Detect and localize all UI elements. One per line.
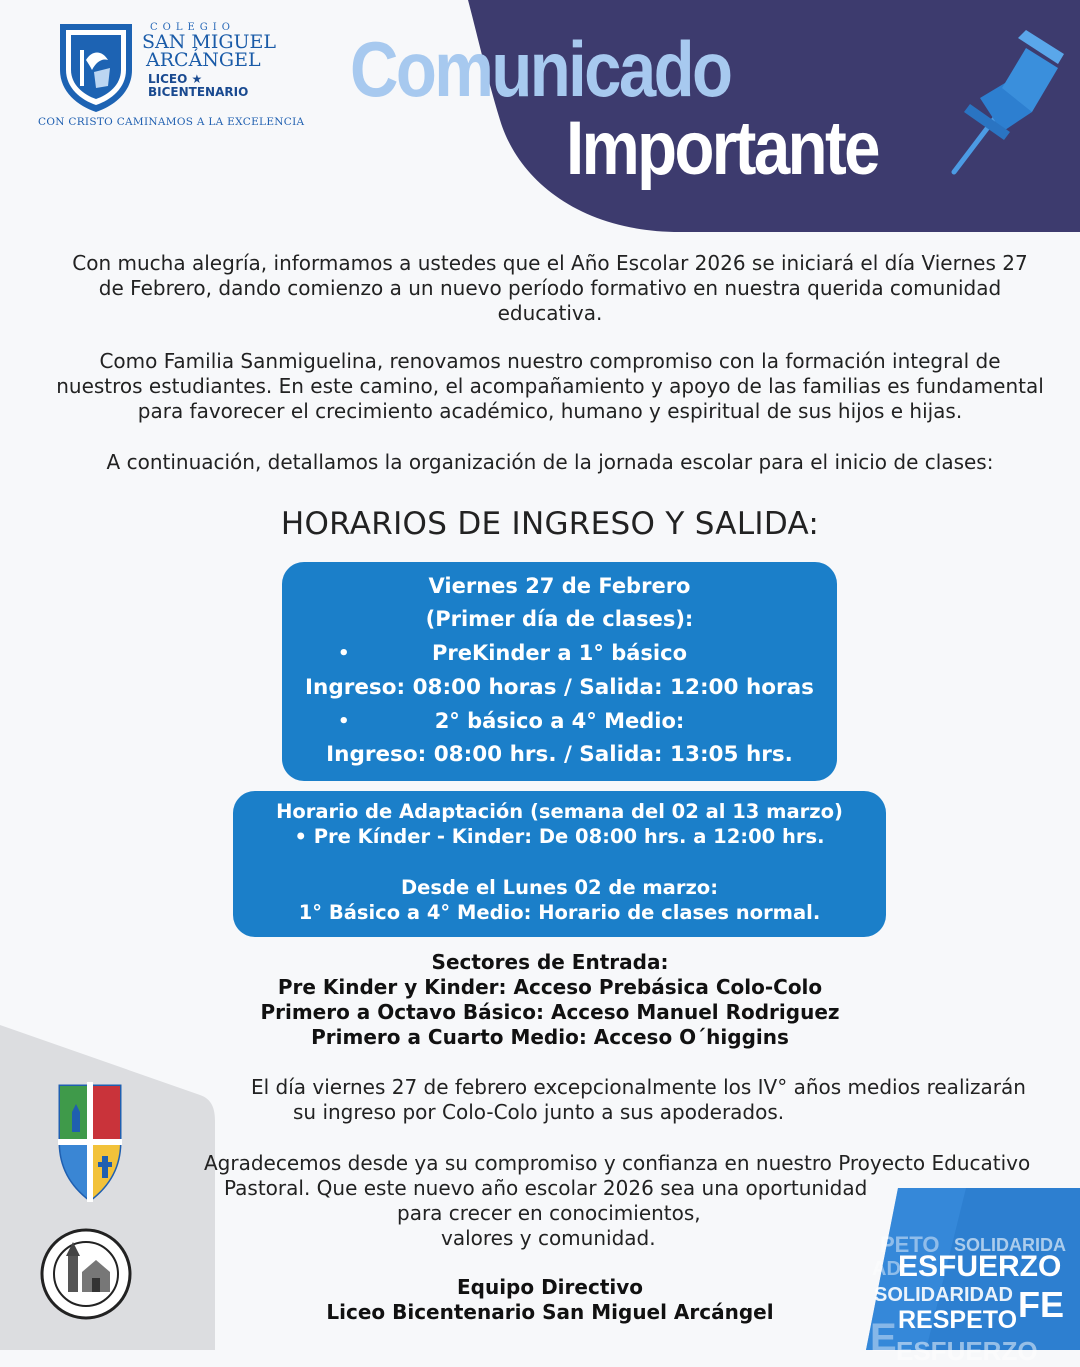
first-day-subtitle: (Primer día de clases): [425,607,694,631]
adaptation-title: Horario de Adaptación (semana del 02 al 13 marzo) [276,800,843,823]
sectors-line1: Pre Kinder y Kinder: Acceso Prebásica Colo-Colo [277,975,823,999]
group2-times: Ingreso: 08:00 hrs. / Salida: 13:05 hrs. [326,742,793,767]
sectors-line2: Primero a Octavo Básico: Acceso Manuel Rodriguez [260,1000,840,1024]
values-word: ESFUERZO [896,1336,1038,1366]
commitment-line2: nuestros estudiantes. En este camino, el acompañamiento y apoyo de las familias es fundamental [56,374,1044,398]
group1-times: Ingreso: 08:00 horas / Salida: 12:00 horas [305,675,814,700]
logo-name-line1: SAN MIGUEL [142,31,277,53]
sectors-title: Sectores de Entrada: [431,950,669,974]
school-logo-text [142,22,282,99]
logo-bicentenario: BICENTENARIO [148,85,249,99]
logo-motto: CON CRISTO CAMINAMOS A LA EXCELENCIA [38,116,305,128]
first-day-date: Viernes 27 de Febrero [428,574,691,598]
values-word: AD [872,1258,901,1280]
commitment-line3: para favorecer el crecimiento académico, humano y espiritual de sus hijos e hijas. [137,399,963,423]
values-word: SOLIDARIDAD [874,1284,1013,1306]
logo-colegio: COLEGIO [150,22,235,33]
signature-school: Liceo Bicentenario San Miguel Arcángel [326,1300,774,1324]
intro-line2: de Febrero, dando comienzo a un nuevo período formativo en nuestra querida comunidad [98,276,1002,300]
signature [40,1275,1060,1325]
values-word: RESPETO [898,1306,1018,1334]
adaptation-prekinder: • Pre Kínder - Kinder: De 08:00 hrs. a 12:00 hrs. [294,825,825,848]
adaptation-box [233,791,886,937]
first-day-box [282,562,837,781]
commitment-paragraph [40,349,1060,424]
logo-name-line2: ARCÁNGEL [146,49,261,71]
schedule-heading: HORARIOS DE INGRESO Y SALIDA: [280,506,820,542]
bullet-icon: • [338,711,350,732]
adaptation-from-monday: Desde el Lunes 02 de marzo: [400,876,719,899]
closing-line1: Agradecemos desde ya su compromiso y confianza en nuestro Proyecto Educativo [204,1151,1031,1175]
school-crest-icon [56,20,136,114]
values-word: ESFUERZO [898,1250,1062,1283]
values-word: PETO [880,1232,940,1257]
values-words-decor [866,1188,1080,1366]
closing-line4: valores y comunidad. [441,1226,656,1250]
group1-label: PreKinder a 1° básico [431,641,688,665]
values-word: E [870,1316,897,1360]
bullet-icon: • [338,643,350,664]
details-intro: A continuación, detallamos la organización de la jornada escolar para el inicio de clases: [106,450,994,474]
closing-line2: Pastoral. Que este nuevo año escolar 2026 sea una oportunidad [224,1176,868,1200]
note-line2: su ingreso por Colo-Colo junto a sus apoderados. [293,1100,785,1124]
group2-label: 2° básico a 4° Medio: [434,709,685,733]
values-word: FE [1018,1284,1065,1325]
signature-team: Equipo Directivo [456,1275,644,1299]
logo-liceo: LICEO ★ [148,72,203,86]
title-line1: Comunicado [350,25,731,113]
intro-line1: Con mucha alegría, informamos a ustedes que el Año Escolar 2026 se iniciará el día Viernes 27 [72,251,1028,275]
intro-line3: educativa. [497,301,603,325]
commitment-line1: Como Familia Sanmiguelina, renovamos nuestro compromiso con la formación integral de [99,349,1001,373]
fundaciones-seal-icon [30,1060,150,1210]
note-line1: El día viernes 27 de febrero excepcionalmente los IV° años medios realizarán [251,1075,1026,1099]
closing-line3: para crecer en conocimientos, [397,1201,701,1225]
title-line2: Importante [566,106,878,191]
sectors-line3: Primero a Cuarto Medio: Acceso O´higgins [311,1025,789,1049]
values-word: SOLIDARIDA [954,1235,1066,1255]
adaptation-normal: 1° Básico a 4° Medio: Horario de clases normal. [298,901,821,924]
pushpin-icon [940,28,1070,178]
intro-paragraph [40,251,1060,326]
